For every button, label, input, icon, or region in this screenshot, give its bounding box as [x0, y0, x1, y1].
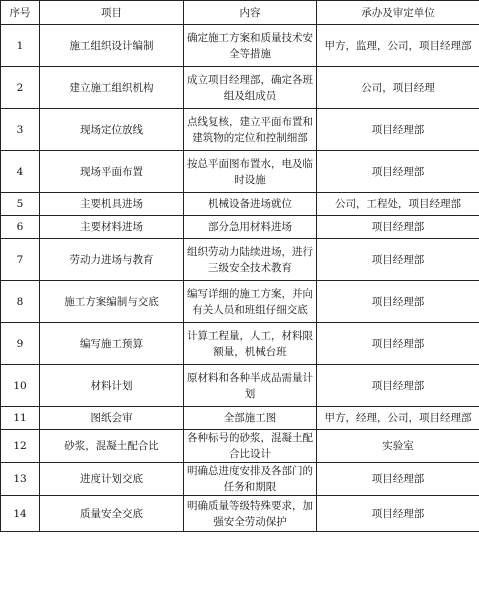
row-content: 确定施工方案和质量技术安全等措施 [184, 25, 317, 67]
row-item: 编写施工预算 [40, 323, 184, 365]
row-unit: 项目经理部 [317, 365, 479, 407]
row-seq: 14 [1, 496, 40, 532]
row-content: 全部施工图 [184, 407, 317, 430]
row-unit: 项目经理部 [317, 216, 479, 239]
row-seq: 3 [1, 109, 40, 151]
table-row [1, 151, 479, 193]
row-item: 施工方案编制与交底 [40, 281, 184, 323]
header-item: 项目 [40, 1, 184, 25]
row-content: 明确质量等级特殊要求，加强安全劳动保护 [184, 496, 317, 532]
row-seq: 8 [1, 281, 40, 323]
row-unit: 项目经理部 [317, 281, 479, 323]
row-item: 现场定位放线 [40, 109, 184, 151]
table-row [1, 407, 479, 430]
row-seq: 7 [1, 239, 40, 281]
row-content: 各种标号的砂浆，混凝土配合比设计 [184, 430, 317, 463]
table-row [1, 193, 479, 216]
row-unit: 甲方，经理，公司，项目经理部 [317, 407, 479, 430]
row-content: 组织劳动力陆续进场，进行三级安全技术教育 [184, 239, 317, 281]
table-row [1, 323, 479, 365]
row-item: 砂浆，混凝土配合比 [40, 430, 184, 463]
table-row [1, 430, 479, 463]
row-item: 主要机具进场 [40, 193, 184, 216]
row-content: 计算工程量，人工，材料限额量，机械台班 [184, 323, 317, 365]
header-unit: 承办及审定单位 [317, 1, 479, 25]
header-seq: 序号 [1, 1, 40, 25]
row-seq: 13 [1, 463, 40, 496]
row-item: 进度计划交底 [40, 463, 184, 496]
row-seq: 4 [1, 151, 40, 193]
row-item: 施工组织设计编制 [40, 25, 184, 67]
row-item: 材料计划 [40, 365, 184, 407]
table-row [1, 67, 479, 109]
row-unit: 公司，工程处，项目经理部 [317, 193, 479, 216]
row-unit: 项目经理部 [317, 151, 479, 193]
row-seq: 12 [1, 430, 40, 463]
table-body [1, 25, 479, 532]
row-content: 按总平面图布置水，电及临时设施 [184, 151, 317, 193]
table-row [1, 109, 479, 151]
row-unit: 项目经理部 [317, 239, 479, 281]
row-item: 劳动力进场与教育 [40, 239, 184, 281]
row-content: 成立项目经理部，确定各班组及组成员 [184, 67, 317, 109]
row-seq: 2 [1, 67, 40, 109]
table-row [1, 281, 479, 323]
row-seq: 10 [1, 365, 40, 407]
row-seq: 9 [1, 323, 40, 365]
row-seq: 11 [1, 407, 40, 430]
row-item: 现场平面布置 [40, 151, 184, 193]
table-row [1, 25, 479, 67]
row-unit: 公司，项目经理 [317, 67, 479, 109]
row-unit: 项目经理部 [317, 109, 479, 151]
table-row [1, 239, 479, 281]
row-content: 部分急用材料进场 [184, 216, 317, 239]
row-unit: 项目经理部 [317, 323, 479, 365]
row-content: 机械设备进场就位 [184, 193, 317, 216]
table-row [1, 496, 479, 532]
row-content: 编写详细的施工方案，并向有关人员和班组仔细交底 [184, 281, 317, 323]
table-row [1, 365, 479, 407]
row-unit: 实验室 [317, 430, 479, 463]
table-row [1, 216, 479, 239]
row-item: 图纸会审 [40, 407, 184, 430]
row-unit: 甲方，监理，公司，项目经理部 [317, 25, 479, 67]
row-seq: 5 [1, 193, 40, 216]
row-unit: 项目经理部 [317, 463, 479, 496]
row-seq: 6 [1, 216, 40, 239]
row-content: 点线复核，建立平面布置和建筑物的定位和控制细部 [184, 109, 317, 151]
row-content: 明确总进度安排及各部门的任务和期限 [184, 463, 317, 496]
table-header-row [1, 1, 479, 25]
header-content: 内容 [184, 1, 317, 25]
row-unit: 项目经理部 [317, 496, 479, 532]
row-seq: 1 [1, 25, 40, 67]
row-item: 建立施工组织机构 [40, 67, 184, 109]
row-item: 主要材料进场 [40, 216, 184, 239]
row-content: 原材料和各种半成品需量计划 [184, 365, 317, 407]
row-item: 质量安全交底 [40, 496, 184, 532]
table-row [1, 463, 479, 496]
